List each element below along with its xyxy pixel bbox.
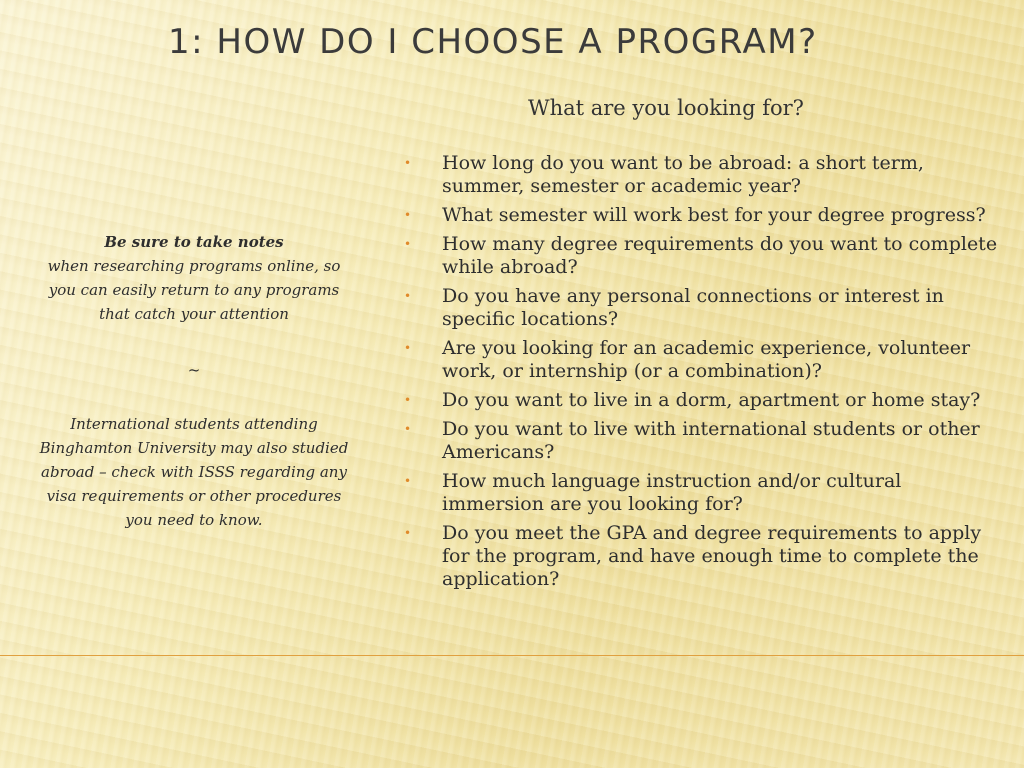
notes-body: when researching programs online, so you can easily return to any programs that catch your attention	[47, 257, 341, 323]
question-text: How long do you want to be abroad: a short term, summer, semester or academic year?	[442, 152, 924, 197]
notes-separator: ~	[187, 361, 201, 379]
international-note: International students attending Binghamton University may also studied abroad – check with ISSS regarding any visa requirements or other procedures you need to know.	[39, 415, 349, 529]
question-text: Are you looking for an academic experience, volunteer work, or internship (or a combination)?	[442, 337, 971, 382]
list-item	[402, 233, 1002, 279]
bullet-icon: •	[404, 393, 412, 407]
question-text: How many degree requirements do you want to complete while abroad?	[442, 233, 998, 278]
question-text: Do you want to live with international students or other Americans?	[442, 418, 980, 463]
bullet-icon: •	[404, 237, 412, 251]
list-item	[402, 204, 1002, 227]
bullet-icon: •	[404, 474, 412, 488]
notes-heading: Be sure to take notes	[104, 233, 284, 251]
notes-box	[36, 230, 352, 532]
bullet-icon: •	[404, 422, 412, 436]
list-item	[402, 337, 1002, 383]
question-text: How much language instruction and/or cultural immersion are you looking for?	[442, 470, 902, 515]
sub-heading: What are you looking for?	[528, 96, 804, 120]
bullet-icon: •	[404, 289, 412, 303]
list-item	[402, 152, 1002, 198]
question-text: Do you have any personal connections or interest in specific locations?	[442, 285, 944, 330]
list-item	[402, 522, 1002, 591]
list-item	[402, 470, 1002, 516]
list-item	[402, 418, 1002, 464]
bullet-icon: •	[404, 156, 412, 170]
bullet-icon: •	[404, 208, 412, 222]
list-item	[402, 285, 1002, 331]
question-list	[402, 152, 1002, 597]
question-text: Do you want to live in a dorm, apartment or home stay?	[442, 389, 981, 411]
question-text: What semester will work best for your degree progress?	[442, 204, 986, 226]
footer-divider	[0, 655, 1024, 656]
list-item	[402, 389, 1002, 412]
bullet-icon: •	[404, 526, 412, 540]
bullet-icon: •	[404, 341, 412, 355]
question-text: Do you meet the GPA and degree requirements to apply for the program, and have enough time to complete the application?	[442, 522, 982, 590]
slide-title: 1: HOW DO I CHOOSE A PROGRAM?	[168, 22, 818, 62]
